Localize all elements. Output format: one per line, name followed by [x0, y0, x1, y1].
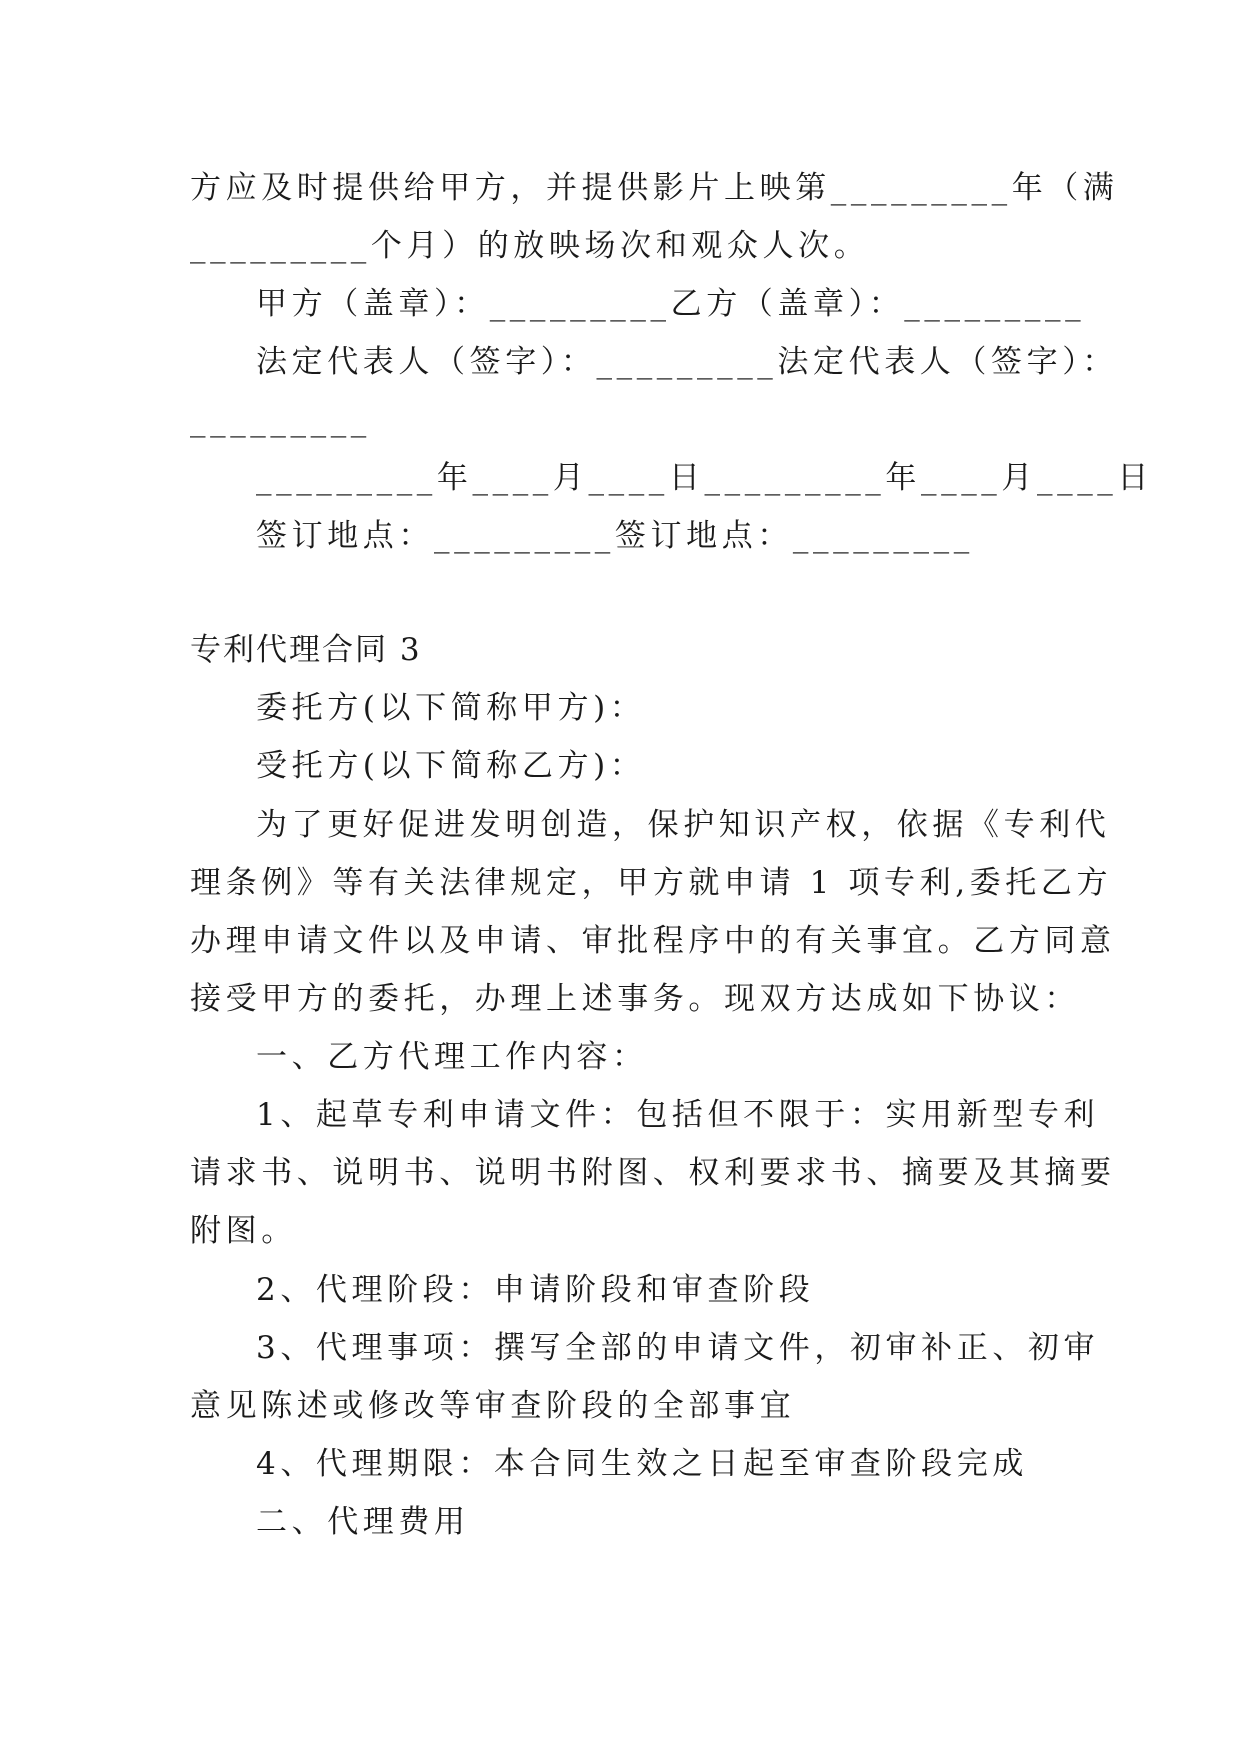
paragraph-line: 接受甲方的委托，办理上述事务。现双方达成如下协议： [190, 981, 1080, 1017]
signature-line-representative: 法定代表人（签字）：_________法定代表人（签字）： [256, 344, 1118, 380]
principal-line: 委托方(以下简称甲方)： [256, 690, 646, 726]
text-line: 方应及时提供给甲方，并提供影片上映第_________年（满 [190, 170, 1119, 206]
signature-place-line: 签订地点：_________签订地点：_________ [256, 518, 974, 554]
clause-item: 1、起草专利申请文件：包括但不限于：实用新型专利 [256, 1097, 1100, 1133]
clause-item: 2、代理阶段：申请阶段和审查阶段 [256, 1272, 815, 1308]
clause-item: 3、代理事项：撰写全部的申请文件，初审补正、初审 [256, 1330, 1100, 1366]
paragraph-line: 理条例》等有关法律规定，甲方就申请 1 项专利,委托乙方 [190, 865, 1113, 901]
clause-item: 附图。 [190, 1213, 297, 1249]
clause-item: 4、代理期限：本合同生效之日起至审查阶段完成 [256, 1446, 1028, 1482]
clause-item: 请求书、说明书、说明书附图、权利要求书、摘要及其摘要 [190, 1155, 1116, 1191]
agent-line: 受托方(以下简称乙方)： [256, 748, 646, 784]
paragraph-line: 办理申请文件以及申请、审批程序中的有关事宜。乙方同意 [190, 923, 1116, 959]
signature-line-party-seal: 甲方（盖章）：_________乙方（盖章）：_________ [256, 286, 1086, 322]
clause-heading: 二、代理费用 [256, 1504, 470, 1540]
text-line: _________个月）的放映场次和观众人次。 [190, 228, 870, 264]
section-title: 专利代理合同 3 [190, 632, 422, 668]
paragraph-line: 为了更好促进发明创造，保护知识产权，依据《专利代 [256, 807, 1111, 843]
clause-item: 意见陈述或修改等审查阶段的全部事宜 [190, 1388, 796, 1424]
signature-date-line: _________年____月____日_________年____月____日 [256, 460, 1153, 496]
clause-heading: 一、乙方代理工作内容： [256, 1039, 648, 1075]
signature-blank: _________ [190, 402, 371, 438]
